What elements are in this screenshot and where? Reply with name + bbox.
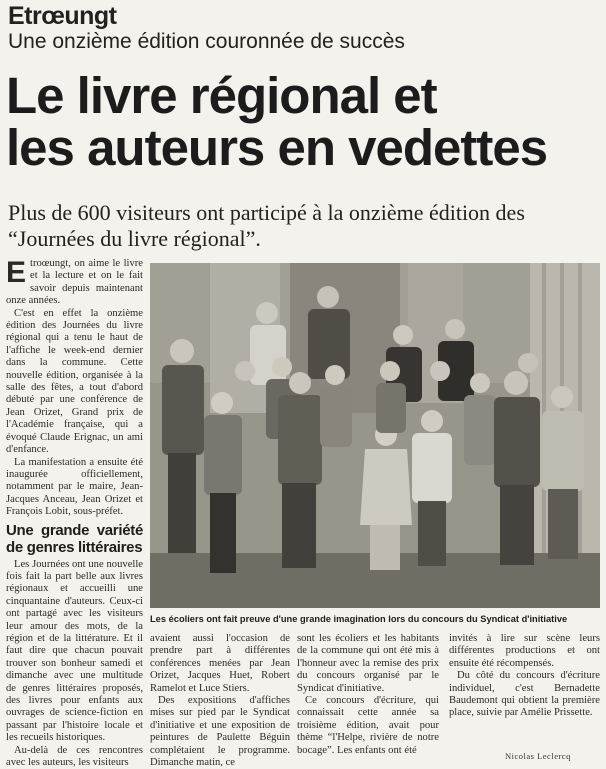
paragraph: Ce concours d'écriture, qui connaissait cette année sa troisième édition, avait pour thème “l'Helpe, rivière de notre bocage”. Les enfants ont été xyxy=(297,695,439,756)
subheading: Une grande variété de genres littéraires xyxy=(6,521,143,556)
paragraph: Au-delà de ces rencontres avec les auteurs, les visiteurs xyxy=(6,744,143,769)
lead-text: troœungt, on aime le livre et la lecture et on le fait savoir depuis maintenant onze années. xyxy=(6,258,143,307)
paragraph: invités à lire sur scène leurs différentes productions et ont ensuite été récompensés. xyxy=(449,633,600,669)
deck: Plus de 600 visiteurs ont participé à la onzième édition des “Journées du livre régional”. xyxy=(8,200,525,251)
photo-icon xyxy=(150,263,600,608)
body-column-3 xyxy=(297,633,439,757)
headline xyxy=(6,67,600,176)
body-column-4 xyxy=(449,633,600,720)
paragraph: Les Journées ont une nouvelle fois fait la part belle aux livres régionaux et accueilli une cinquantaine d'auteurs. Ceux-ci ont partagé avec les visiteurs leur amour des mots, de la région et de la littérature. Et il faut dire que chacun pouvait trouver son bonheur samedi et dimanche avec une multitude de genres littéraires proposés, des livres pour enfants aux ouvrages de science-fiction en passant par l'histoire locale et les recueils historiques. xyxy=(6,558,143,744)
body-column-2 xyxy=(150,633,290,769)
byline: Nicolas Leclercq xyxy=(505,751,571,761)
drop-cap: E xyxy=(6,256,27,289)
body-column-1 xyxy=(6,258,143,769)
location-kicker: Etrœungt xyxy=(8,2,117,30)
paragraph: Du côté du concours d'écriture individuel, c'est Bernadette Baudemont qui obtient la première place, suivie par Amélie Prissette. xyxy=(449,670,600,719)
photo-caption: Les écoliers ont fait preuve d'une grande imagination lors du concours du Syndicat d'initiative xyxy=(150,614,568,624)
sub-kicker: Une onzième édition couronnée de succès xyxy=(8,30,405,53)
paragraph: Des expositions d'affiches mises sur pied par le Syndicat d'initiative et une exposition de peintures de Paulette Béguin complétaient le programme. Dimanche matin, ce xyxy=(150,695,290,769)
paragraph: C'est en effet la onzième édition des Journées du livre régional qui a tenu le haut de l'affiche le week-end dernier dans la commune. Cette nouvelle édition, organisée à la salle des fêtes, a tout d'abord débuté par une conférence de Jean Orizet, Grand prix de l'Académie française, qui a évoqué Claude Erignac, un ami d'enfance. xyxy=(6,307,143,456)
headline-line-1: Le livre régional et xyxy=(6,67,437,124)
headline-line-2: les auteurs en vedettes xyxy=(6,119,548,176)
paragraph: sont les écoliers et les habitants de la commune qui ont été mis à l'honneur avec la remise des prix du concours organisé par le Syndicat d'initiative. xyxy=(297,633,439,694)
paragraph-lead xyxy=(6,258,143,308)
paragraph: avaient aussi l'occasion de prendre part à différentes conférences menées par Jean Orizet, Jacques Huet, Robert Ramelot et Luce Stiers. xyxy=(150,633,290,694)
group-photo xyxy=(150,263,600,608)
paragraph: La manifestation a ensuite été inaugurée officiellement, notamment par le maire, Jean-Jacques Anceau, Jean Orizet et François Lobit, sous-préfet. xyxy=(6,456,143,518)
